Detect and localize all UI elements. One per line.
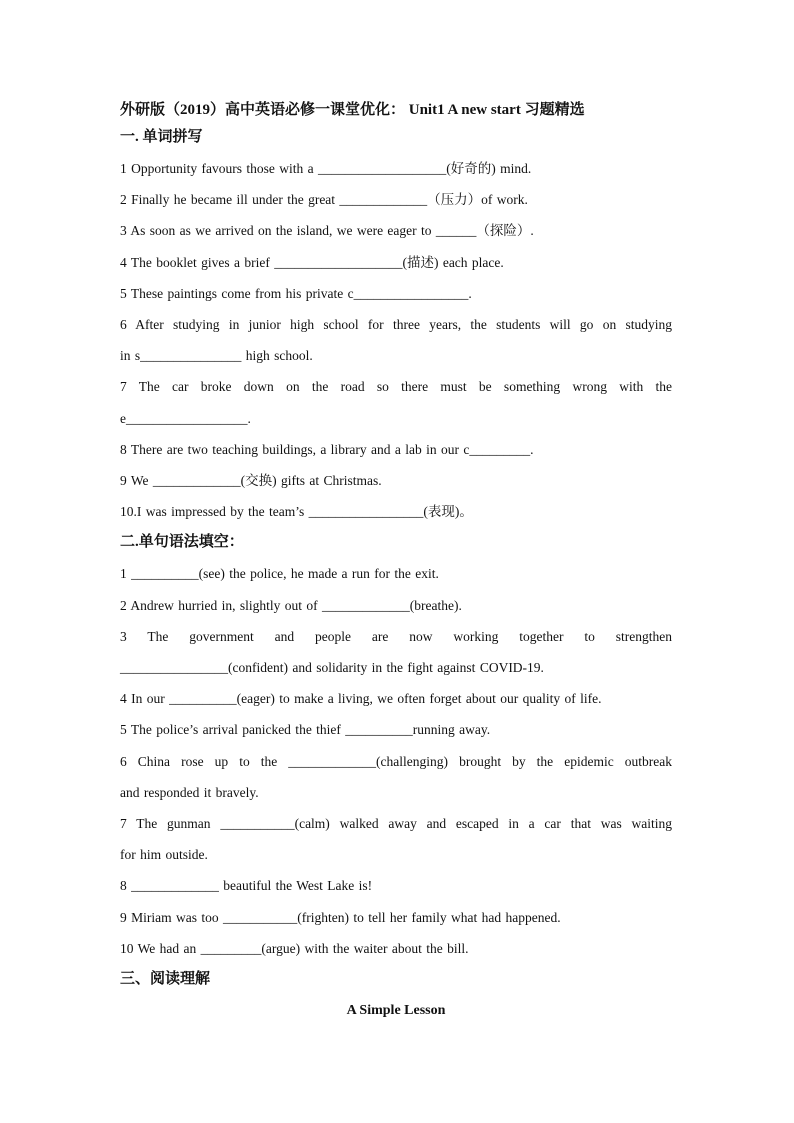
reading-passage-title: A Simple Lesson bbox=[346, 1003, 446, 1019]
section-2-line: 4 In our __________(eager) to make a living, we often forget about our quality of life. bbox=[120, 691, 602, 707]
section-1-line: in s_______________ high school. bbox=[120, 348, 313, 364]
section-1-line: 2 Finally he became ill under the great _____________（压力）of work. bbox=[120, 192, 528, 208]
section-2-line: ________________(confident) and solidarity in the fight against COVID-19. bbox=[120, 660, 544, 676]
section-2-line: 10 We had an _________(argue) with the waiter about the bill. bbox=[120, 940, 469, 956]
section-2-line: and responded it bravely. bbox=[120, 784, 259, 800]
section-2-line: for him outside. bbox=[120, 847, 208, 863]
section-2-line: 8 _____________ beautiful the West Lake is! bbox=[120, 878, 373, 894]
section-1-line: 5 These paintings come from his private c_________________. bbox=[120, 285, 472, 301]
section-2-line: 9 Miriam was too ___________(frighten) to tell her family what had happened. bbox=[120, 909, 561, 925]
section-1-line: 3 As soon as we arrived on the island, we were eager to ______（探险）. bbox=[120, 223, 534, 239]
section-1-line: 4 The booklet gives a brief ___________________(描述) each place. bbox=[120, 254, 504, 270]
section-2-line: 5 The police’s arrival panicked the thief __________running away. bbox=[120, 722, 491, 738]
document-title: 外研版（2019）高中英语必修一课堂优化： Unit1 A new start 习题精选 bbox=[120, 102, 585, 118]
section-3-heading: 三、阅读理解 bbox=[120, 971, 211, 988]
section-2-heading: 二.单句语法填空： bbox=[120, 534, 244, 551]
section-1-heading: 一. 单词拼写 bbox=[120, 129, 203, 145]
section-1-line: 8 There are two teaching buildings, a library and a lab in our c_________. bbox=[120, 441, 534, 457]
section-1-line: 6 After studying in junior high school for three years, the students will go on studying bbox=[120, 317, 672, 333]
section-1-line: 10.I was impressed by the team’s _________________(表现)。 bbox=[120, 504, 473, 520]
section-1-line: e__________________. bbox=[120, 410, 251, 426]
section-2-line: 3 The government and people are now working together to strengthen bbox=[120, 628, 672, 644]
section-2-line: 7 The gunman ___________(calm) walked away and escaped in a car that was waiting bbox=[120, 816, 672, 832]
section-2-line: 1 __________(see) the police, he made a run for the exit. bbox=[120, 566, 439, 582]
section-2-line: 2 Andrew hurried in, slightly out of _____________(breathe). bbox=[120, 597, 462, 613]
section-1-line: 7 The car broke down on the road so there must be something wrong with the bbox=[120, 379, 672, 395]
document-body bbox=[120, 98, 672, 1026]
section-1-line: 1 Opportunity favours those with a ___________________(好奇的) mind. bbox=[120, 161, 532, 176]
section-2-line: 6 China rose up to the _____________(challenging) brought by the epidemic outbreak bbox=[120, 753, 672, 769]
section-1-line: 9 We _____________(交换) gifts at Christmas. bbox=[120, 473, 382, 489]
